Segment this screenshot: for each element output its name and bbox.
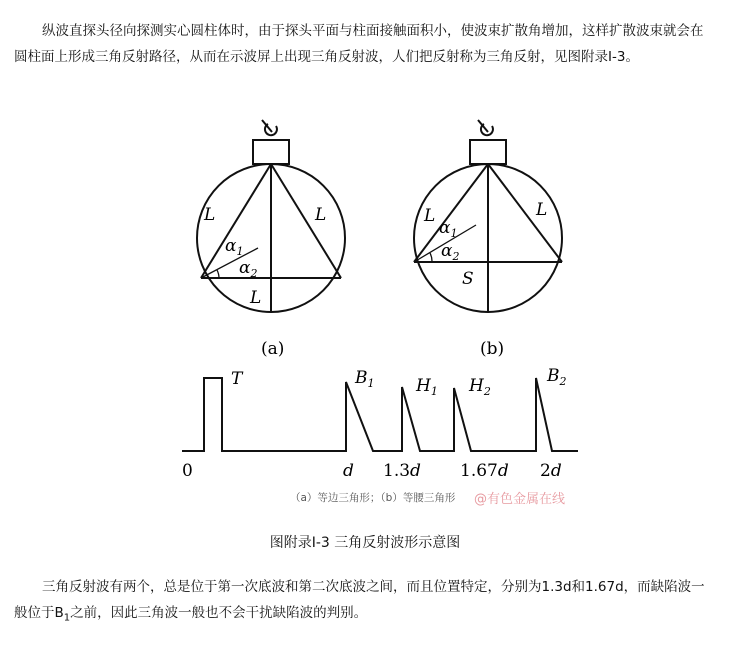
label-B2-sub: 2 [559,375,567,388]
label-a-L-bottom: L [250,288,262,308]
outro-text-b: 之前，因此三角波一般也不会干扰缺陷波的判别。 [70,605,368,621]
svg-text:α2 [239,258,257,280]
label-b: (b) [480,339,505,359]
svg-text:B2 [546,366,567,388]
svg-text:α1 [225,236,243,258]
tick-1-67-d: d [497,461,509,481]
ray-right-a [271,164,341,278]
svg-text:α2 [441,241,459,263]
svg-text:B1 [354,368,375,390]
label-b-L-right: L [536,200,548,220]
tick-1-3: 1.3 [383,461,411,481]
svg-text:H1 [415,376,438,398]
label-B1-sub: 1 [367,377,375,390]
svg-text:2d [540,461,562,481]
label-a-alpha1: α [225,236,237,256]
label-b-L-left: L [424,206,436,226]
outro-sub: 1 [63,612,71,624]
figure-subcaption: （a）等边三角形；（b）等腰三角形 [290,492,456,504]
label-B1: B [355,368,368,388]
label-b-alpha2-sub: 2 [452,250,460,263]
label-H1-sub: 1 [430,385,438,398]
label-b-alpha2: α [441,241,453,261]
svg-text:α1 [439,218,457,240]
label-H1: H [416,376,431,396]
outro-paragraph [14,574,714,626]
label-b-alpha1-sub: 1 [450,227,458,240]
tick-d: d [343,461,354,481]
label-T: T [231,369,243,389]
probe-cable-icon [262,120,277,135]
svg-text:1.67d [460,461,509,481]
label-B2: B [547,366,560,386]
tick-1-67: 1.67 [460,461,498,481]
label-a-L-right: L [315,205,327,225]
probe-cable-icon [478,120,493,135]
label-a-alpha1-sub: 1 [236,245,244,258]
probe-a [253,140,289,164]
svg-text:1.3d [383,461,421,481]
watermark: @有色金属在线 [474,492,566,507]
angle-arc-a [217,270,219,278]
label-b-alpha1: α [439,218,451,238]
intro-paragraph: 纵波直探头径向探测实心圆柱体时，由于探头平面与柱面接触面积小，使波束扩散角增加，这样扩散波束就会在圆柱面上形成三角反射路径，从而在示波屏上出现三角反射波，人们把反射称为三角反射，见图附录I-3。 [14,23,704,65]
label-a-alpha2: α [239,258,251,278]
ray-right-b [488,164,562,262]
tick-0: 0 [182,461,193,481]
label-a: (a) [261,339,285,359]
label-a-alpha2-sub: 2 [250,267,258,280]
label-H2-sub: 2 [483,385,491,398]
svg-text:H2 [468,376,491,398]
tick-2: 2 [540,461,551,481]
label-H2: H [469,376,484,396]
label-a-L-left: L [204,205,216,225]
outro-text-a: 三角反射波有两个，总是位于第一次底波和第二次底波之间，而且位置特定，分别为1.3d和1.67d，而缺陷波一般位于B [14,579,705,621]
tick-2-d: d [550,461,562,481]
probe-b [470,140,506,164]
label-b-S: S [462,269,474,289]
figure-title: 图附录I-3 三角反射波形示意图 [269,535,461,551]
angle-arc-b [430,253,432,262]
tick-1-3-d: d [410,461,421,481]
